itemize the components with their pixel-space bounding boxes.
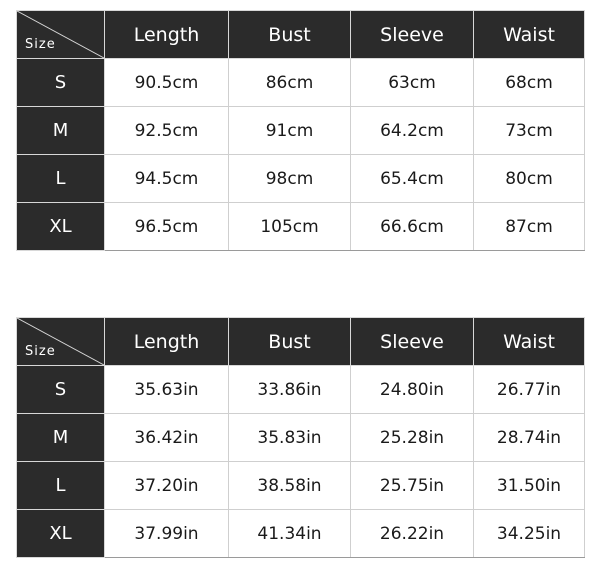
waist-value: 31.50in [474,462,585,510]
sleeve-value: 64.2cm [351,107,474,155]
bust-value: 38.58in [229,462,351,510]
waist-value: 68cm [474,59,585,107]
bust-value: 98cm [229,155,351,203]
size-label: L [17,155,105,203]
table-row [17,203,585,251]
table-row [17,366,585,414]
waist-value: 80cm [474,155,585,203]
size-label: S [17,59,105,107]
bust-value: 33.86in [229,366,351,414]
size-label: S [17,366,105,414]
size-label: XL [17,510,105,558]
length-value: 35.63in [105,366,229,414]
sleeve-value: 25.28in [351,414,474,462]
column-header-bust: Bust [229,318,351,366]
bust-value: 105cm [229,203,351,251]
table-row [17,414,585,462]
size-corner-cell [17,11,105,59]
sleeve-value: 26.22in [351,510,474,558]
column-header-sleeve: Sleeve [351,11,474,59]
waist-value: 28.74in [474,414,585,462]
size-label: M [17,414,105,462]
column-header-sleeve: Sleeve [351,318,474,366]
length-value: 96.5cm [105,203,229,251]
length-value: 90.5cm [105,59,229,107]
waist-value: 73cm [474,107,585,155]
column-header-waist: Waist [474,11,585,59]
header-row [17,318,585,366]
corner-label: Size [25,37,56,52]
sleeve-value: 63cm [351,59,474,107]
bust-value: 35.83in [229,414,351,462]
column-header-waist: Waist [474,318,585,366]
header-row [17,11,585,59]
length-value: 92.5cm [105,107,229,155]
size-chart-inches [16,317,585,558]
sleeve-value: 66.6cm [351,203,474,251]
waist-value: 87cm [474,203,585,251]
bust-value: 41.34in [229,510,351,558]
table-row [17,107,585,155]
waist-value: 34.25in [474,510,585,558]
length-value: 37.99in [105,510,229,558]
waist-value: 26.77in [474,366,585,414]
size-chart-cm [16,10,585,251]
size-corner-cell [17,318,105,366]
length-value: 94.5cm [105,155,229,203]
column-header-length: Length [105,11,229,59]
bust-value: 91cm [229,107,351,155]
table-row [17,462,585,510]
sleeve-value: 25.75in [351,462,474,510]
column-header-length: Length [105,318,229,366]
sleeve-value: 24.80in [351,366,474,414]
size-label: XL [17,203,105,251]
corner-label: Size [25,344,56,359]
sleeve-value: 65.4cm [351,155,474,203]
table-row [17,510,585,558]
bust-value: 86cm [229,59,351,107]
length-value: 37.20in [105,462,229,510]
column-header-bust: Bust [229,11,351,59]
length-value: 36.42in [105,414,229,462]
table-row [17,59,585,107]
size-label: M [17,107,105,155]
table-row [17,155,585,203]
size-label: L [17,462,105,510]
